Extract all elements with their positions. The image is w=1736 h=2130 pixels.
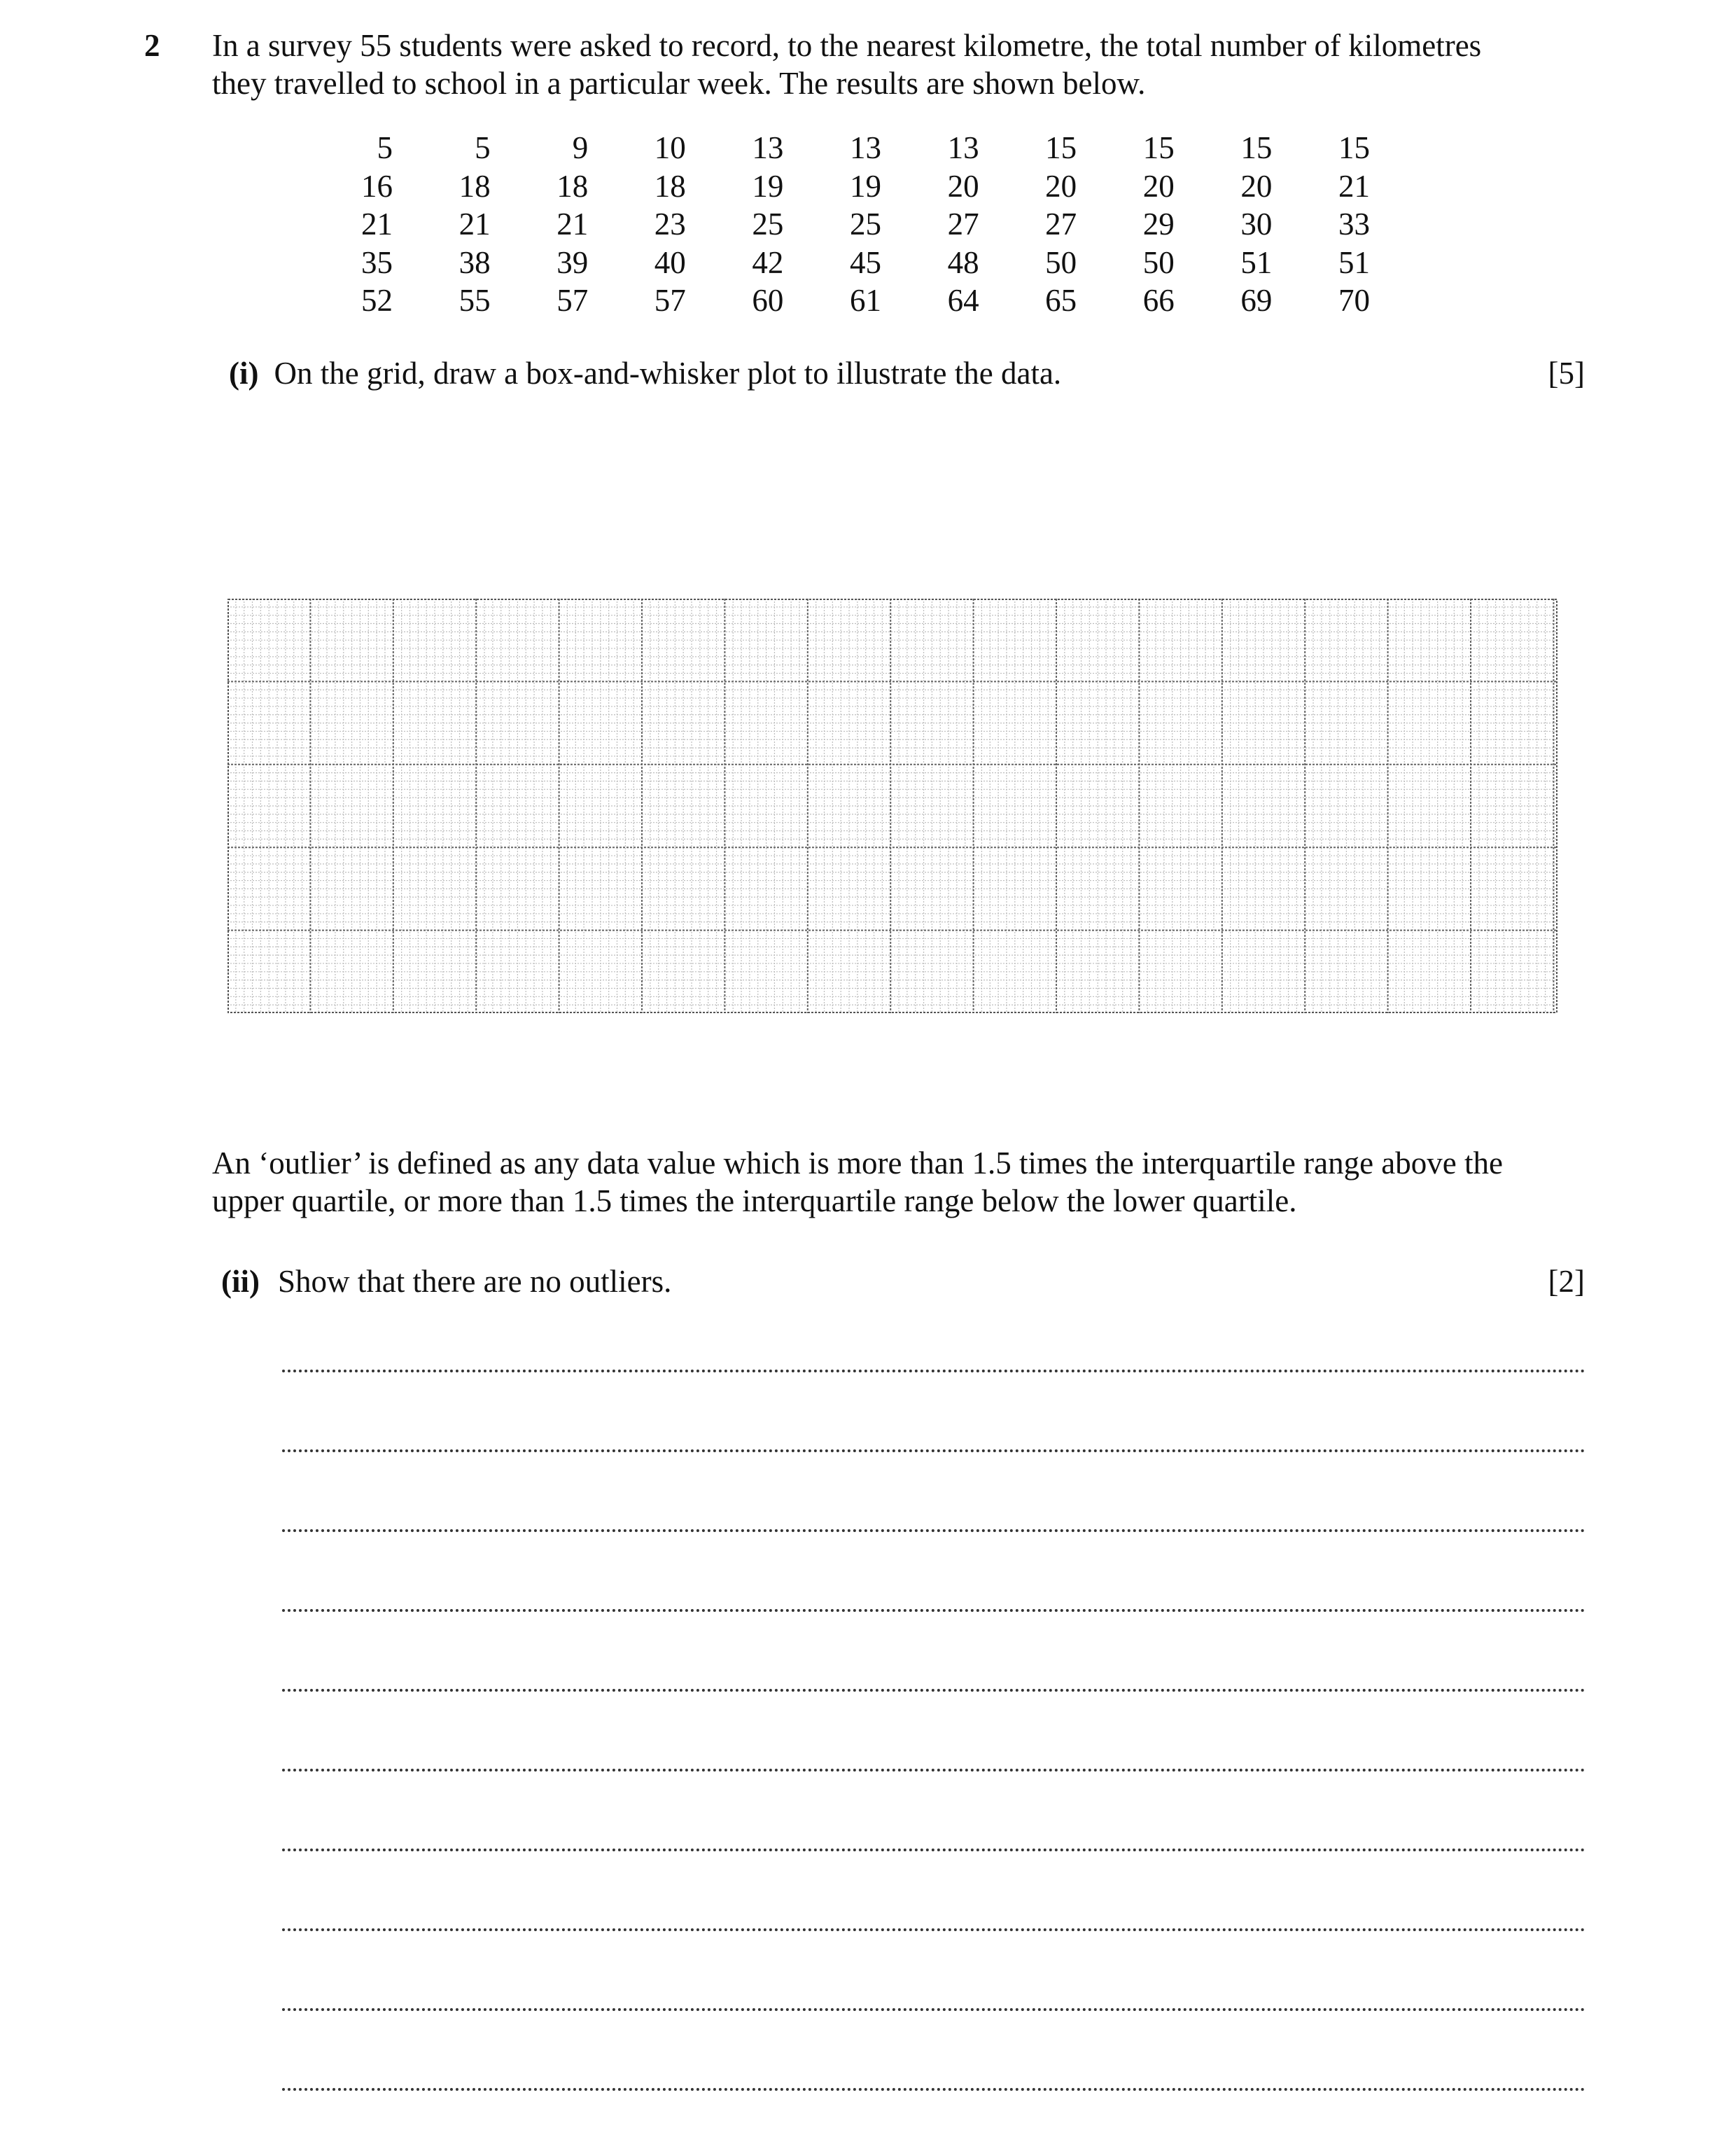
data-cell: 55	[458, 283, 491, 318]
data-cell: 21	[361, 207, 393, 242]
question-number: 2	[144, 28, 160, 63]
data-cell: 30	[1240, 207, 1273, 242]
data-cell: 16	[361, 168, 393, 204]
data-cell: 13	[752, 130, 784, 165]
part-i-label: (i)	[229, 356, 259, 391]
data-cell: 20	[1240, 168, 1273, 204]
answer-line[interactable]	[282, 1689, 1586, 1692]
data-cell: 40	[654, 244, 686, 280]
data-cell: 18	[458, 168, 491, 204]
intro-line: they travelled to school in a particular week. The results are shown below.	[212, 66, 1146, 101]
data-cell: 50	[1045, 244, 1077, 280]
data-cell: 69	[1240, 283, 1273, 318]
data-cell: 52	[361, 283, 393, 318]
data-cell: 27	[947, 207, 979, 242]
data-cell: 25	[849, 207, 881, 242]
data-cell: 18	[556, 168, 589, 204]
intro-line: In a survey 55 students were asked to record, to the nearest kilometre, the total number of kilometres	[212, 28, 1482, 63]
answer-line[interactable]	[282, 1449, 1586, 1452]
answer-line[interactable]	[282, 1928, 1586, 1931]
data-row	[308, 129, 1415, 167]
data-cell: 9	[572, 130, 589, 165]
data-cell: 20	[947, 168, 979, 204]
part-i	[229, 354, 1061, 392]
data-cell: 23	[654, 207, 686, 242]
answer-line[interactable]	[282, 2088, 1586, 2091]
data-cell: 21	[458, 207, 491, 242]
part-ii-label: (ii)	[221, 1264, 260, 1299]
data-cell: 57	[654, 283, 686, 318]
data-cell: 15	[1338, 130, 1370, 165]
answer-line[interactable]	[282, 1609, 1586, 1612]
data-cell: 35	[361, 244, 393, 280]
data-cell: 19	[849, 168, 881, 204]
data-cell: 39	[556, 244, 589, 280]
data-cell: 25	[752, 207, 784, 242]
answer-grid[interactable]	[227, 599, 1558, 1013]
data-cell: 50	[1142, 244, 1175, 280]
data-cell: 20	[1045, 168, 1077, 204]
definition-line: upper quartile, or more than 1.5 times the interquartile range below the lower quartile.	[212, 1183, 1297, 1218]
answer-line[interactable]	[282, 1769, 1586, 1771]
data-cell: 70	[1338, 283, 1370, 318]
data-row	[308, 281, 1415, 320]
data-cell: 42	[752, 244, 784, 280]
question-intro	[212, 27, 1612, 102]
data-row	[308, 167, 1415, 206]
data-cell: 15	[1240, 130, 1273, 165]
answer-line[interactable]	[282, 1370, 1586, 1372]
part-i-text: On the grid, draw a box-and-whisker plot to illustrate the data.	[274, 356, 1062, 391]
part-i-marks: [5]	[1548, 356, 1585, 391]
data-cell: 48	[947, 244, 979, 280]
data-cell: 13	[849, 130, 881, 165]
data-cell: 38	[458, 244, 491, 280]
data-cell: 5	[475, 130, 491, 165]
data-cell: 21	[556, 207, 589, 242]
outlier-definition	[212, 1144, 1503, 1220]
data-cell: 18	[654, 168, 686, 204]
data-cell: 27	[1045, 207, 1077, 242]
definition-line: An ‘outlier’ is defined as any data value which is more than 1.5 times the interquartile range above the	[212, 1146, 1503, 1181]
data-cell: 45	[849, 244, 881, 280]
data-row	[308, 205, 1415, 244]
data-cell: 65	[1045, 283, 1077, 318]
data-cell: 64	[947, 283, 979, 318]
part-ii-text: Show that there are no outliers.	[277, 1264, 672, 1299]
data-cell: 5	[377, 130, 393, 165]
data-cell: 51	[1240, 244, 1273, 280]
data-cell: 20	[1142, 168, 1175, 204]
data-row	[308, 244, 1415, 282]
answer-line[interactable]	[282, 1849, 1586, 1851]
data-cell: 33	[1338, 207, 1370, 242]
answer-line[interactable]	[282, 1529, 1586, 1532]
part-ii-marks: [2]	[1548, 1264, 1585, 1299]
data-cell: 51	[1338, 244, 1370, 280]
data-cell: 57	[556, 283, 589, 318]
data-cell: 15	[1045, 130, 1077, 165]
data-cell: 66	[1142, 283, 1175, 318]
data-table	[308, 129, 1415, 320]
data-cell: 29	[1142, 207, 1175, 242]
data-cell: 19	[752, 168, 784, 204]
data-cell: 21	[1338, 168, 1370, 204]
data-cell: 60	[752, 283, 784, 318]
data-cell: 13	[947, 130, 979, 165]
data-cell: 61	[849, 283, 881, 318]
data-cell: 15	[1142, 130, 1175, 165]
part-ii	[221, 1262, 671, 1300]
data-cell: 10	[654, 130, 686, 165]
answer-line[interactable]	[282, 2008, 1586, 2011]
